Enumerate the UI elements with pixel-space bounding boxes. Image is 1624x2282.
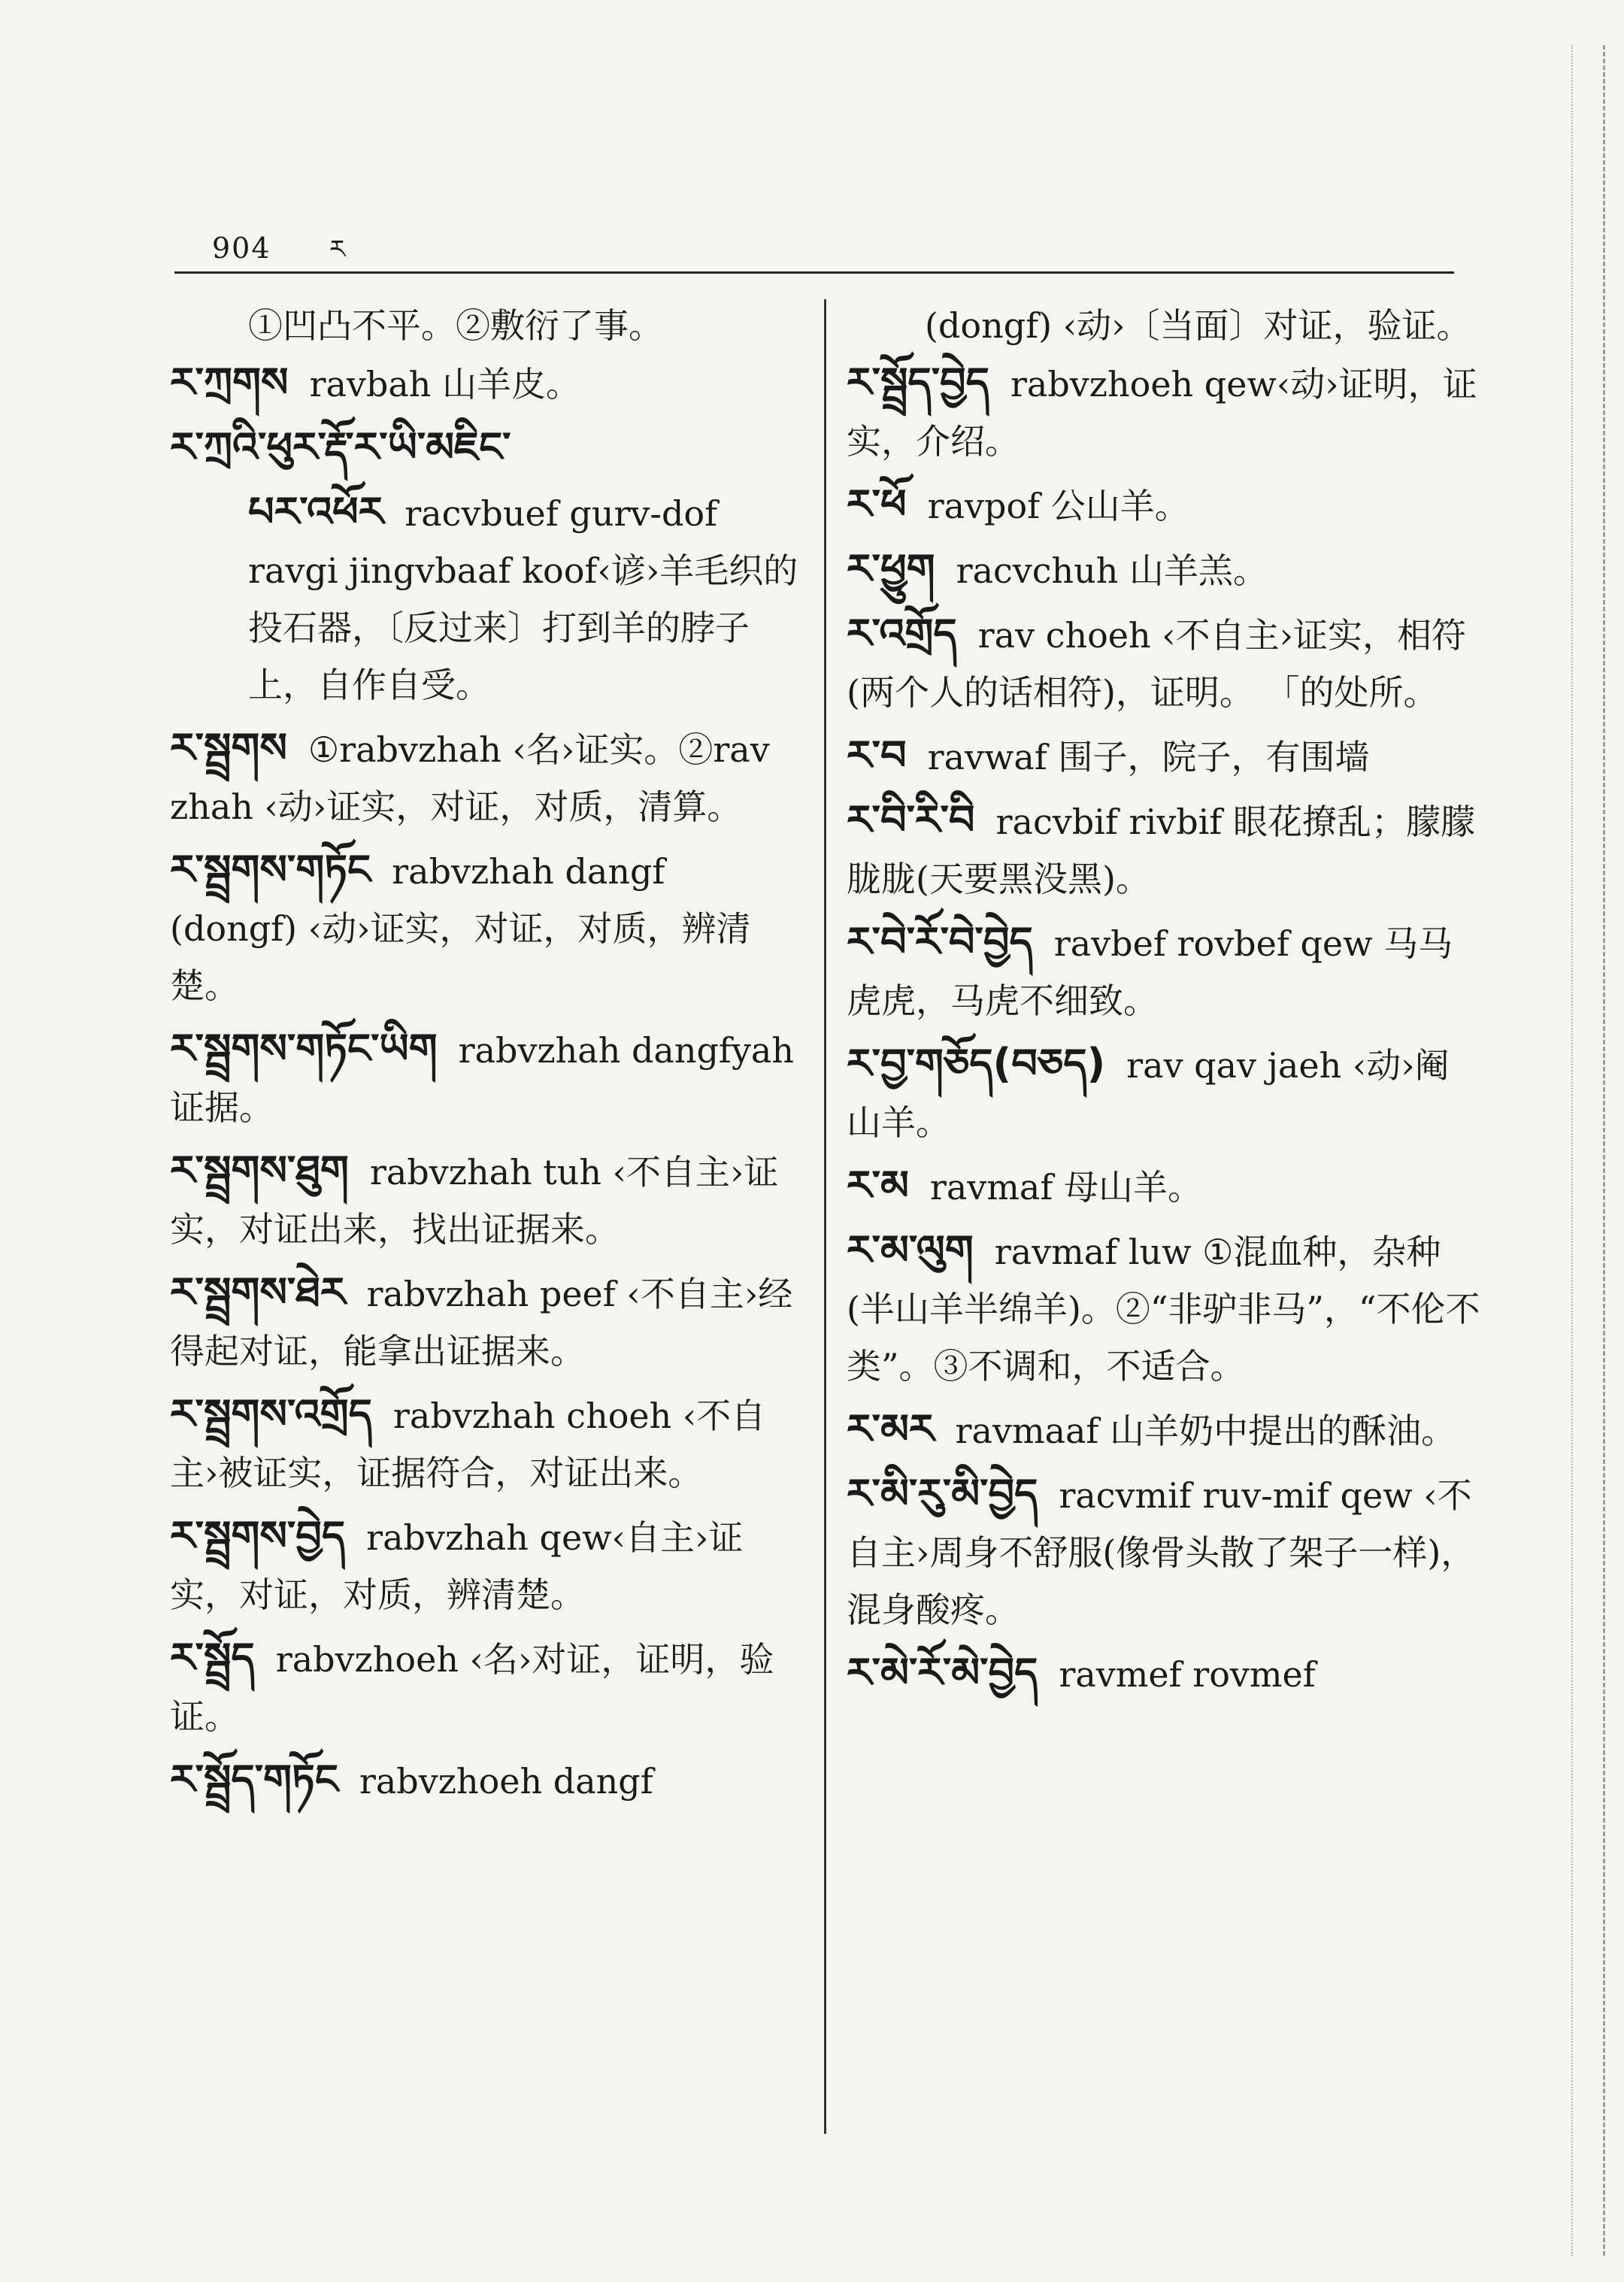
- top-rule: [174, 271, 1454, 274]
- entry-text: ravbah 山羊皮。: [309, 364, 580, 405]
- headword: ར་སྦྲགས་གཏོང་ཡིག: [170, 1025, 438, 1072]
- entry-text: rav qav jaeh ‹动›阉山羊。: [847, 1045, 1450, 1143]
- headword: ར་ཕོ: [847, 480, 907, 528]
- entry-text: rabvzhah qew‹自主›证实，对证，对质，辨清楚。: [170, 1517, 744, 1615]
- entry-text: rabvzhah tuh ‹不自主›证实，对证出来，找出证据来。: [170, 1152, 779, 1250]
- dictionary-entry: [170, 1142, 801, 1258]
- dictionary-entry: [170, 720, 801, 835]
- dictionary-entry: [170, 354, 801, 413]
- dictionary-entry: [847, 1035, 1481, 1151]
- entry-text: racvchuh 山羊羔。: [956, 550, 1268, 591]
- continuation-text: (dongf) ‹动›〔当面〕对证，验证。: [925, 305, 1471, 346]
- headword: ར་སྦྲོད་བྱེད: [847, 359, 989, 406]
- headword: ར་བྱ་གཅོད(བཅད): [847, 1040, 1106, 1087]
- page-binding-edge: [1571, 45, 1605, 2256]
- entry-text: ravmaf 母山羊。: [929, 1167, 1202, 1208]
- dictionary-entry: [847, 605, 1481, 721]
- headword: ར་བ: [847, 732, 907, 779]
- entry-text: ravwaf 围子，院子，有围墙: [927, 737, 1370, 777]
- dictionary-entry: [847, 1465, 1481, 1638]
- dictionary-entry: [847, 1644, 1481, 1703]
- dictionary-entry: [847, 1401, 1481, 1459]
- entry-text: ravmaaf 山羊奶中提出的酥油。: [955, 1411, 1456, 1451]
- dictionary-entry: [847, 914, 1481, 1029]
- headword: ར་མར: [847, 1405, 935, 1453]
- right-column: [847, 297, 1481, 1709]
- dictionary-entry: [847, 792, 1481, 908]
- dictionary-entry: [170, 1629, 801, 1745]
- dictionary-entry: [170, 841, 801, 1014]
- headword: ར་སྦྲོད: [170, 1634, 255, 1681]
- entry-text: rabvzhah choeh ‹不自主›被证实，证据符合，对证出来。: [170, 1396, 766, 1493]
- headword: ར་སྦྲགས་བྱེད: [170, 1512, 346, 1559]
- headword: ར་ཀྲའི་ཕུར་རྡོ་ར་ཡི་མཇིང་: [170, 423, 511, 471]
- headword: ར་སྦྲགས་ཐུག: [170, 1147, 349, 1194]
- continuation-text: ①凹凸不平。②敷衍了事。: [248, 305, 663, 346]
- headword: ར་སྦྲོད་གཏོང: [170, 1756, 338, 1803]
- dictionary-entry: [847, 1157, 1481, 1216]
- dictionary-entry: [170, 1508, 801, 1623]
- entry-text: racvbuef gurv-dof ravgi jingvbaaf koof‹谚›羊毛织的投石器，〔反过来〕打到羊的脖子上，自作自受。: [248, 493, 798, 705]
- dictionary-entry: [170, 1386, 801, 1502]
- dictionary-entry: [170, 1751, 801, 1810]
- entry-text: racvbif rivbif 眼花撩乱；朦朦胧胧(天要黑没黑)。: [847, 802, 1476, 899]
- headword: ར་བེ་རོ་བེ་བྱེད: [847, 918, 1033, 965]
- entry-text: rabvzhoeh ‹名›对证，证明，验证。: [170, 1639, 774, 1737]
- headword: ར་བི་རི་བི: [847, 796, 975, 844]
- header-mark: ར: [329, 235, 346, 265]
- headword: ར་སྦྲགས: [170, 724, 287, 771]
- column-divider: [824, 299, 826, 2134]
- headword: ར་ཕྱུག: [847, 545, 935, 592]
- entry-text: rabvzhoeh qew‹动›证明，证实，介绍。: [847, 364, 1477, 462]
- entry-text: ①rabvzhah ‹名›证实。②rav zhah ‹动›证实，对证，对质，清算。: [170, 729, 770, 827]
- headword: ར་སྦྲགས་གཏོང: [170, 846, 371, 893]
- entry-text: ravpof 公山羊。: [927, 486, 1189, 526]
- headword: ར་མ: [847, 1162, 909, 1209]
- entry-text: ravmef rovmef: [1059, 1654, 1316, 1695]
- entry-text: ravmaf luw ①混血种，杂种(半山羊半绵羊)。②“非驴非马”，“不伦不类”。③不调和，不适合。: [847, 1232, 1480, 1386]
- dictionary-entry: [847, 727, 1481, 786]
- headword: ར་ཀྲགས: [170, 359, 289, 406]
- dictionary-entry: [170, 483, 801, 714]
- dictionary-entry: [170, 1264, 801, 1380]
- entry-text: rabvzhah peef ‹不自主›经得起对证，能拿出证据来。: [170, 1274, 793, 1371]
- entry-text: rabvzhah dangf (dongf) ‹动›证实，对证，对质，辨清楚。: [170, 851, 751, 1006]
- headword: ར་འགྲོད: [847, 610, 957, 657]
- dictionary-entry: [170, 419, 801, 477]
- page-number: 904: [212, 232, 271, 265]
- entry-text: rabvzhah dangfyah 证据。: [170, 1030, 794, 1128]
- headword: ར་མ་ལུག: [847, 1226, 974, 1274]
- headword: ར་མེ་རོ་མེ་བྱེད: [847, 1649, 1038, 1696]
- headword: ར་སྦྲགས་ཐེར: [170, 1268, 346, 1316]
- left-column: [170, 297, 801, 1816]
- dictionary-entry: [847, 476, 1481, 535]
- dictionary-entry: [847, 541, 1481, 599]
- entry-text: ravbef rovbef qew 马马虎虎，马虎不细致。: [847, 923, 1453, 1021]
- headword: པར་འཕོར: [248, 488, 384, 535]
- headword: ར་སྦྲགས་འགྲོད: [170, 1390, 372, 1438]
- dictionary-entry: [847, 1222, 1481, 1395]
- dictionary-entry: [847, 354, 1481, 470]
- headword: ར་མི་རུ་མི་བྱེད: [847, 1470, 1038, 1517]
- entry-text: racvmif ruv-mif qew ‹不自主›周身不舒服(像骨头散了架子一样)，混身酸疼。: [847, 1475, 1476, 1630]
- entry-text: rav choeh ‹不自主›证实，相符(两个人的话相符)，证明。 「的处所。: [847, 615, 1467, 713]
- entry-text: rabvzhoeh dangf: [359, 1761, 653, 1802]
- dictionary-entry: [170, 1020, 801, 1136]
